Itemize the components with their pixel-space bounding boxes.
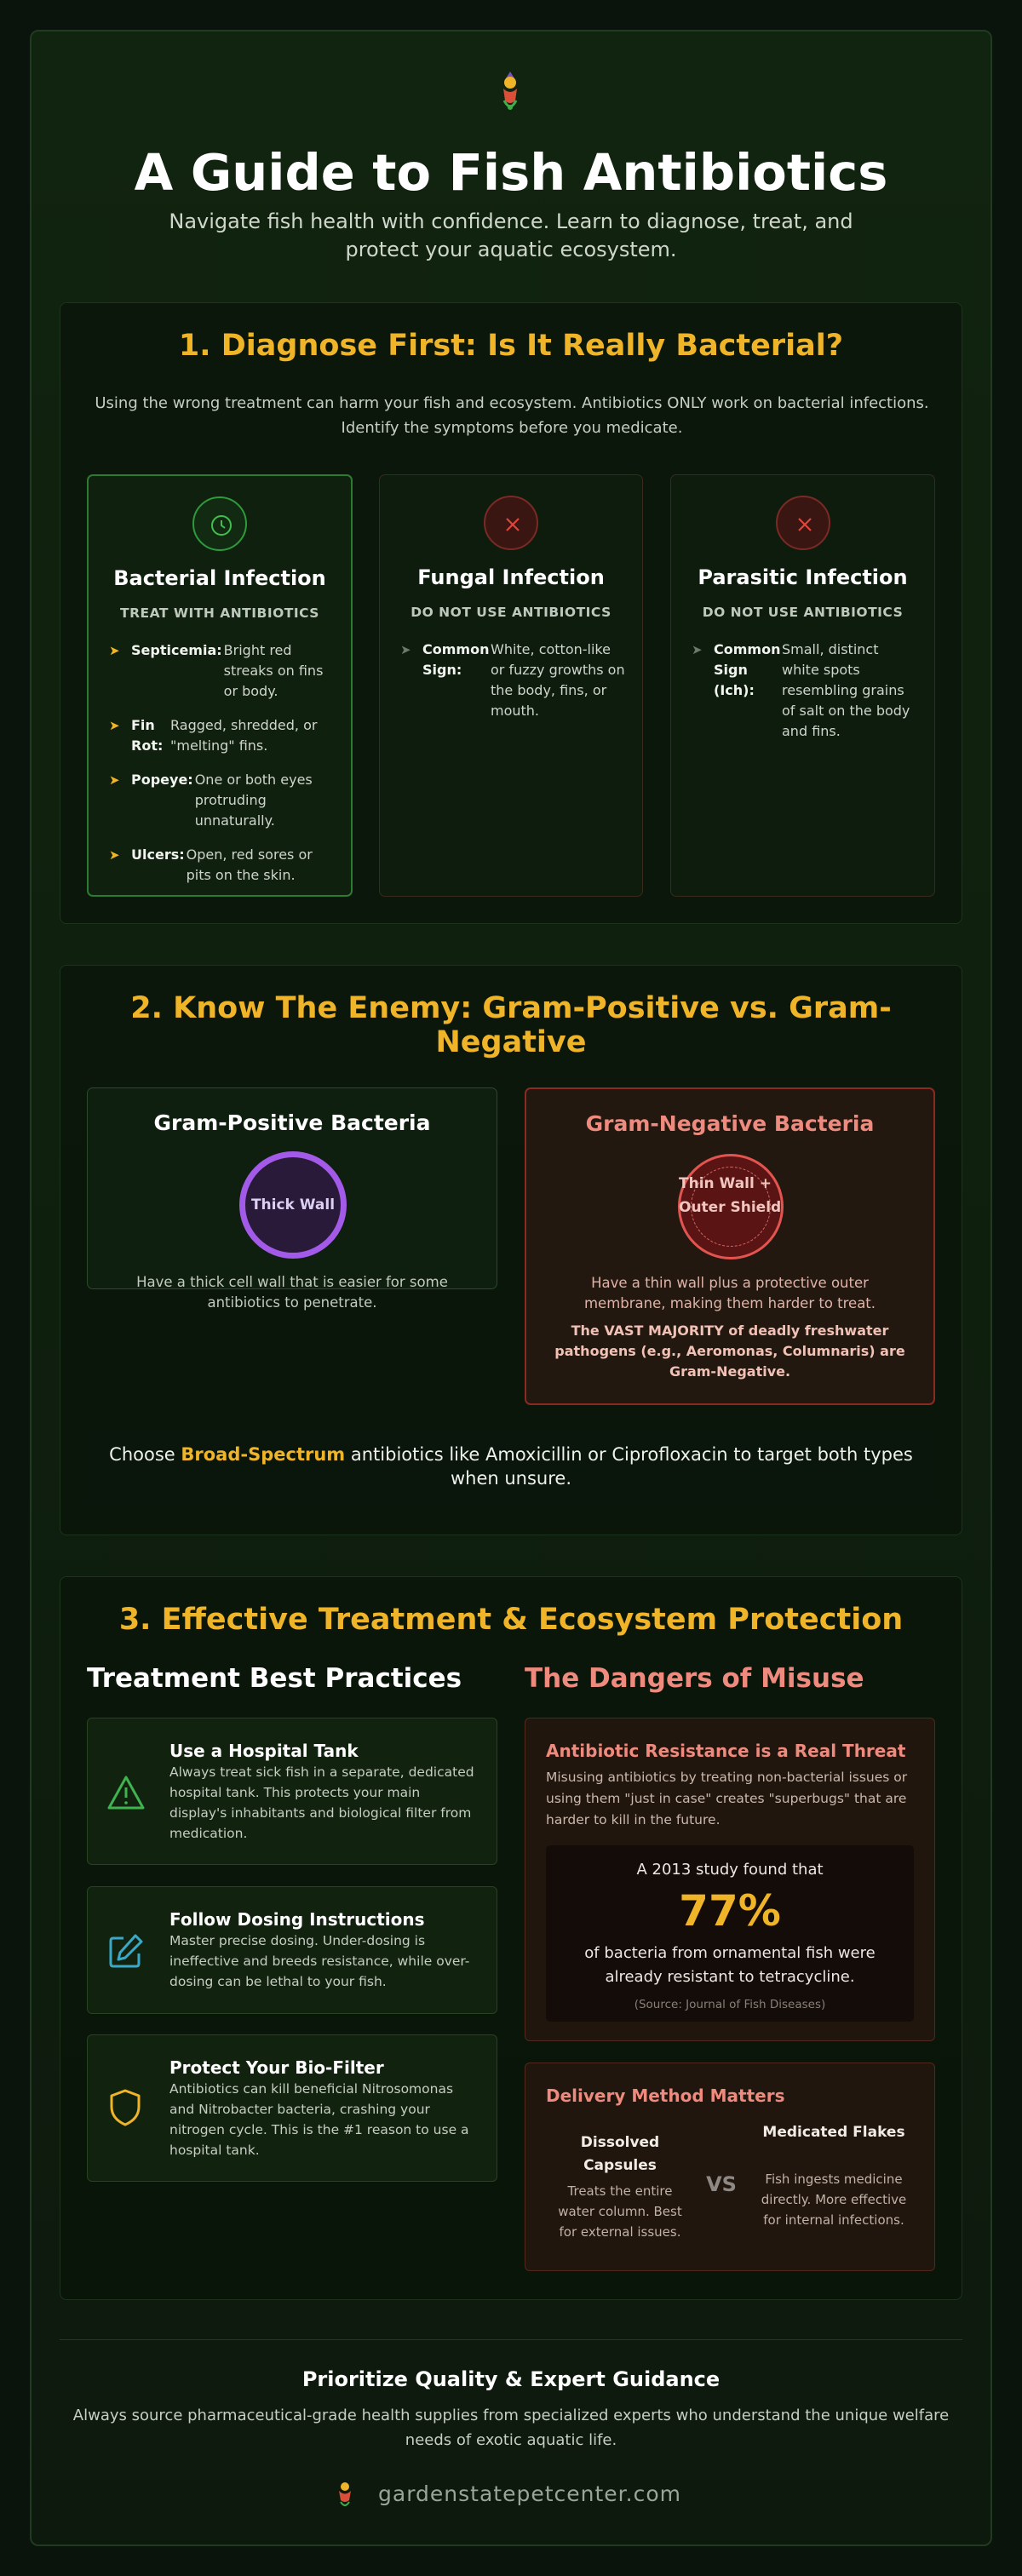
x-icon [776,496,830,550]
practices-heading: Treatment Best Practices [87,1663,462,1694]
tip-text: Antibiotics can kill beneficial Nitrosomonas and Nitrobacter bacteria, crashing your nitrogen cycle. This is the #1 reason to use a hospital tank. [169,2081,469,2158]
arrow-icon: ➤ [109,643,120,658]
clock-icon [192,496,247,551]
tip-title: Protect Your Bio-Filter [169,2057,384,2078]
footer-text: Always source pharmaceutical-grade health supplies from specialized experts who understand the unique welfare needs of exotic aquatic life. [72,2407,950,2449]
symptom-item [107,640,336,702]
tip-biofilter [87,2034,497,2182]
circle-label: Thick Wall [250,1196,336,1213]
symptom-text: One or both eyes protruding unnaturally. [194,772,313,829]
footer-title: Prioritize Quality & Expert Guidance [301,2367,721,2391]
thin-wall-diagram [678,1154,784,1259]
card-title: Delivery Method Matters [546,2085,785,2106]
card-parasitic [670,474,935,897]
card-title: Antibiotic Resistance is a Real Threat [546,1741,906,1761]
vs-label: VS [706,2172,737,2196]
tip-dosing [87,1886,497,2014]
tip-title: Use a Hospital Tank [169,1741,359,1761]
method-title: Medicated Flakes [762,2124,905,2141]
card-gram-negative [525,1087,935,1405]
stat-value: 77% [679,1886,781,1936]
callout-text: Choose [109,1444,181,1465]
section-intro: Using the wrong treatment can harm your fish and ecosystem. Antibiotics ONLY work on bacterial infections. Identify the symptoms before you medicate. [95,394,929,437]
delivery-card [525,2063,935,2271]
arrow-icon: ➤ [109,718,120,733]
symptom-text: Small, distinct white spots resembling grains of salt on the body and fins. [782,641,910,739]
section-title: 3. Effective Treatment & Ecosystem Protection [118,1603,904,1637]
symptom-label: Popeye: [131,772,193,788]
arrow-icon: ➤ [692,642,703,657]
dangers-heading: The Dangers of Misuse [525,1663,864,1694]
card-warning: The VAST MAJORITY of deadly freshwater pathogens (e.g., Aeromonas, Columnaris) are Gram-Negative. [554,1322,905,1380]
symptom-label: Fin Rot: [131,717,164,754]
section-title: 2. Know The Enemy: Gram-Positive vs. Gram-Negative [130,991,892,1059]
shield-icon [108,2088,142,2127]
logo [492,70,528,114]
symptom-label: Ulcers: [131,846,185,863]
method-text: Treats the entire water column. Best for external issues. [558,2183,682,2240]
symptom-item [107,770,336,831]
card-desc: Have a thick cell wall that is easier for some antibiotics to penetrate. [136,1274,448,1311]
broad-spectrum-callout [87,1429,935,1506]
symptom-list [399,640,627,735]
card-desc: Have a thin wall plus a protective outer membrane, making them harder to treat. [583,1275,876,1311]
card-title: Bacterial Infection [113,566,326,590]
card-bacterial [87,474,353,897]
card-title: Fungal Infection [417,565,605,589]
symptom-label: Common Sign: [422,641,490,678]
symptom-text: Ragged, shredded, or "melting" fins. [170,717,318,754]
card-title: Parasitic Infection [698,565,908,589]
warning-triangle-icon [106,1775,146,1810]
symptom-text: White, cotton-like or fuzzy growths on the body, fins, or mouth. [491,641,625,719]
card-tag: DO NOT USE ANTIBIOTICS [411,605,611,620]
tip-hospital-tank [87,1718,497,1865]
page-subtitle: Navigate fish health with confidence. Learn to diagnose, treat, and protect your aquatic ecosystem. [169,209,853,261]
card-tag: TREAT WITH ANTIBIOTICS [120,605,319,621]
arrow-icon: ➤ [109,847,120,863]
tip-text: Master precise dosing. Under-dosing is ineffective and breeds resistance, while over-dosing can be lethal to your fish. [169,1933,470,1989]
tip-title: Follow Dosing Instructions [169,1909,425,1930]
symptom-text: Bright red streaks on fins or body. [223,642,324,699]
symptom-list [107,640,336,899]
tip-text: Always treat sick fish in a separate, dedicated hospital tank. This protects your main display's inhabitants and biological filter from medication. [169,1764,474,1841]
stat-box [546,1845,914,2022]
card-gram-positive [87,1087,497,1311]
symptom-item [107,715,336,756]
stat-source: (Source: Journal of Fish Diseases) [634,1998,826,2011]
stat-text: of bacteria from ornamental fish were already resistant to tetracycline. [584,1944,876,1986]
divider [60,2339,962,2340]
symptom-label: Septicemia: [131,642,222,658]
callout-text: antibiotics like Amoxicillin or Ciprofloxacin to target both types when unsure. [345,1444,913,1489]
footer-logo [334,2480,356,2509]
card-title: Gram-Positive Bacteria [153,1110,431,1135]
card-fungal [379,474,643,897]
arrow-icon: ➤ [109,772,120,788]
section-title: 1. Diagnose First: Is It Really Bacterial? [178,329,844,363]
x-icon [484,496,538,550]
callout-highlight: Broad-Spectrum [181,1444,346,1465]
symptom-label: Common Sign (Ich): [714,641,781,698]
symptom-item [107,845,336,886]
card-text: Misusing antibiotics by treating non-bacterial issues or using them "just in case" creates "superbugs" that are harder to kill in the future. [546,1770,908,1827]
page-title: A Guide to Fish Antibiotics [134,143,888,202]
arrow-icon: ➤ [400,642,411,657]
card-title: Gram-Negative Bacteria [585,1111,875,1136]
footer-site-link[interactable]: gardenstatepetcenter.com [378,2481,681,2506]
method-title: Dissolved Capsules [580,2134,660,2174]
card-tag: DO NOT USE ANTIBIOTICS [702,605,904,620]
thick-wall-diagram [239,1151,347,1259]
circle-label: Thin Wall + Outer Shield [679,1175,782,1216]
resistance-card [525,1718,935,2041]
method-text: Fish ingests medicine directly. More effective for internal infections. [761,2172,907,2228]
symptom-item [690,640,919,742]
symptom-text: Open, red sores or pits on the skin. [186,846,313,883]
symptom-list [690,640,919,755]
symptom-item [399,640,627,721]
stat-intro: A 2013 study found that [636,1861,824,1879]
edit-icon [106,1931,146,1971]
